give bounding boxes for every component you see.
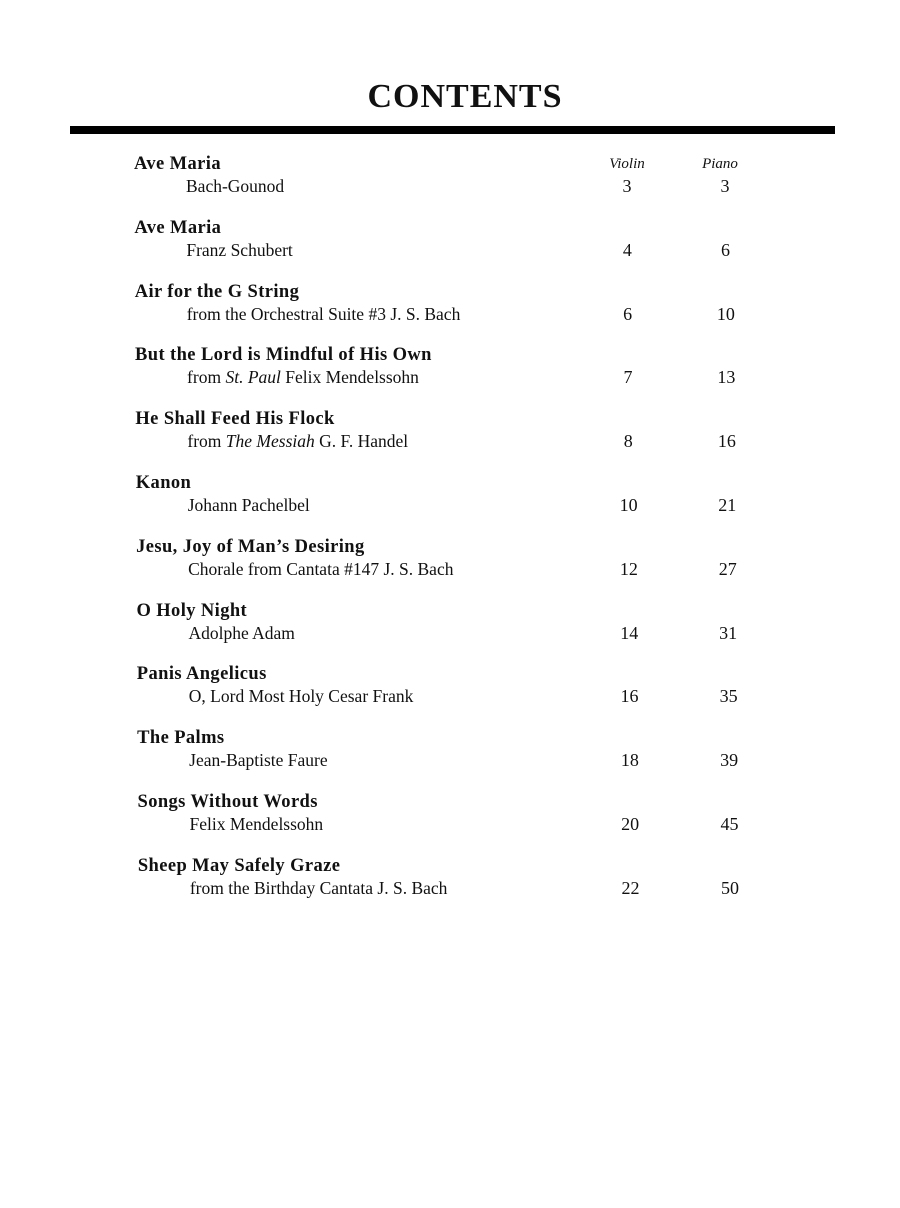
contents-list [0,154,900,920]
contents-entry [0,728,900,792]
piece-composer [189,750,328,771]
piece-title: The Palms [137,728,225,749]
work-title: St. Paul [225,367,281,388]
contents-entry [0,473,900,537]
composer-name: G. F. Handel [314,431,409,452]
piece-title: Kanon [135,472,192,493]
violin-page: 20 [621,813,640,834]
contents-entry [0,409,900,473]
page-title: CONTENTS [367,78,563,115]
piece-composer [187,304,461,325]
piano-page: 10 [716,303,735,324]
piece-title: But the Lord is Mindful of His Own [135,345,432,366]
piece-composer [189,686,414,707]
piece-composer [186,176,284,197]
violin-page: 16 [620,686,639,707]
contents-entry [0,601,900,665]
column-header-piano: Piano [702,156,738,172]
piece-composer [187,367,419,388]
piano-page: 31 [719,622,738,643]
composer-name: Chorale from Cantata #147 J. S. Bach [188,558,454,579]
violin-page: 18 [620,750,639,771]
piece-composer [188,495,310,516]
piece-title: Jesu, Joy of Man’s Desiring [136,536,365,557]
contents-entry [0,792,900,856]
piano-page: 21 [718,494,737,515]
piece-composer [188,623,294,644]
piano-page: 13 [717,367,736,388]
contents-entry [0,664,900,728]
contents-entry [0,537,900,601]
piano-page: 39 [720,750,739,771]
contents-entry [0,282,900,346]
piano-page: 16 [717,431,736,452]
composer-name: Adolphe Adam [188,622,295,643]
violin-page: 10 [619,494,638,515]
violin-page: 3 [622,176,632,196]
composer-prefix: from [187,367,226,388]
piece-composer [186,240,292,261]
piece-title: Air for the G String [134,281,300,302]
piece-title: O Holy Night [136,600,248,621]
violin-page: 14 [620,622,639,643]
column-header-violin: Violin [609,156,645,172]
contents-entry [0,856,900,920]
violin-page: 8 [623,431,633,452]
piano-page: 3 [720,176,730,196]
composer-name: from the Orchestral Suite #3 J. S. Bach [186,303,461,324]
piece-title: Ave Maria [134,154,221,174]
title-rule [70,126,835,134]
piece-title: Sheep May Safely Graze [137,855,341,876]
contents-entry [0,218,900,282]
composer-name: Jean-Baptiste Faure [189,750,328,771]
piece-composer [190,814,324,835]
composer-name: Felix Mendelssohn [189,813,324,834]
violin-page: 4 [622,239,632,260]
piano-page: 27 [718,558,737,579]
contents-entry [0,345,900,409]
piece-title: Songs Without Words [137,791,318,812]
composer-name: Johann Pachelbel [187,494,310,515]
composer-name: from the Birthday Cantata J. S. Bach [189,877,448,898]
piece-title: He Shall Feed His Flock [135,409,335,430]
contents-entry [0,154,900,218]
piano-page: 35 [719,686,738,707]
composer-name: Franz Schubert [186,239,293,260]
piece-composer [187,431,408,452]
violin-page: 7 [623,367,633,388]
composer-name: Felix Mendelssohn [280,367,419,388]
piano-page: 6 [720,239,730,260]
piece-composer [190,878,448,899]
violin-page: 12 [619,558,638,579]
composer-prefix: from [187,431,226,452]
piano-page: 45 [720,813,739,834]
violin-page: 6 [623,303,633,324]
work-title: The Messiah [225,431,315,452]
piece-title: Ave Maria [134,217,222,238]
piece-composer [188,559,453,580]
piece-title: Panis Angelicus [136,664,267,685]
composer-name: O, Lord Most Holy Cesar Frank [188,686,414,707]
violin-page: 22 [621,877,640,898]
composer-name: Bach-Gounod [186,176,285,196]
piano-page: 50 [721,877,739,898]
